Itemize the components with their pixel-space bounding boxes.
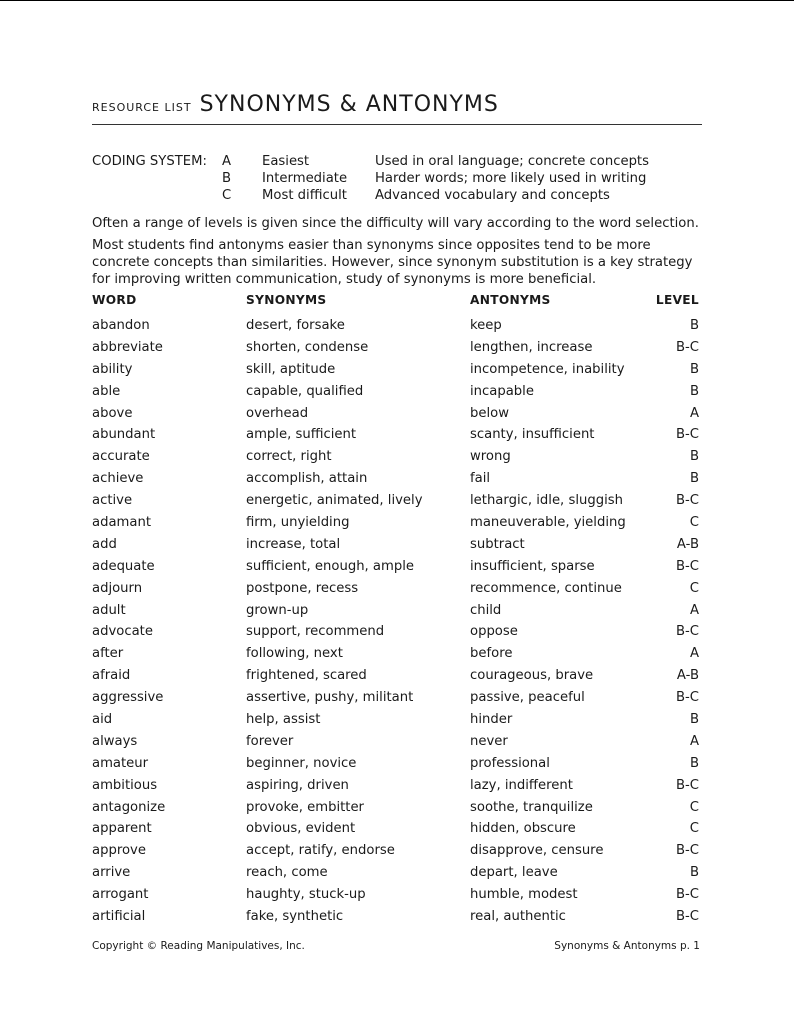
cell-word: arrive bbox=[92, 865, 131, 881]
cell-antonyms: hidden, obscure bbox=[470, 821, 576, 837]
table-row bbox=[92, 602, 702, 624]
cell-word: active bbox=[92, 493, 133, 509]
cell-synonyms: sufficient, enough, ample bbox=[246, 558, 415, 574]
cell-synonyms: frightened, scared bbox=[246, 668, 367, 684]
cell-word: artificial bbox=[92, 909, 146, 925]
cell-antonyms: hinder bbox=[470, 712, 513, 728]
coding-description: Used in oral language; concrete concepts bbox=[375, 154, 649, 169]
cell-synonyms: desert, forsake bbox=[246, 318, 345, 333]
cell-synonyms: increase, total bbox=[246, 536, 341, 552]
cell-antonyms: oppose bbox=[470, 624, 518, 640]
cell-synonyms: capable, qualified bbox=[246, 383, 364, 399]
cell-antonyms: depart, leave bbox=[470, 865, 558, 881]
cell-word: antagonize bbox=[92, 799, 166, 815]
table-row bbox=[92, 383, 702, 405]
cell-synonyms: provoke, embitter bbox=[246, 799, 364, 815]
cell-level: B bbox=[689, 712, 699, 728]
coding-letter: B bbox=[222, 171, 232, 186]
cell-word: adult bbox=[92, 602, 126, 618]
cell-level: B-C bbox=[675, 427, 699, 443]
table-row bbox=[92, 733, 702, 755]
copyright-text: Copyright © Reading Manipulatives, Inc. bbox=[92, 940, 305, 952]
table-row bbox=[92, 361, 702, 383]
cell-antonyms: below bbox=[470, 405, 510, 421]
cell-antonyms: professional bbox=[470, 755, 550, 771]
table-row bbox=[92, 339, 702, 361]
cell-synonyms: correct, right bbox=[246, 449, 332, 465]
cell-antonyms: child bbox=[470, 602, 502, 618]
cell-synonyms: overhead bbox=[246, 405, 309, 421]
table-row bbox=[92, 580, 702, 602]
table-row bbox=[92, 448, 702, 470]
cell-synonyms: accomplish, attain bbox=[246, 471, 368, 487]
cell-word: abbreviate bbox=[92, 339, 163, 355]
cell-synonyms: energetic, animated, lively bbox=[246, 493, 423, 509]
cell-word: able bbox=[92, 383, 121, 399]
cell-word: arrogant bbox=[92, 887, 149, 903]
coding-system bbox=[92, 153, 702, 204]
cell-level: B bbox=[689, 449, 699, 465]
table-row bbox=[92, 842, 702, 864]
cell-synonyms: haughty, stuck-up bbox=[246, 887, 366, 903]
coding-name: Easiest bbox=[262, 154, 310, 169]
cell-level: A-B bbox=[676, 536, 699, 552]
cell-level: B-C bbox=[675, 624, 699, 640]
table-header bbox=[92, 293, 702, 311]
header-level: LEVEL bbox=[655, 293, 699, 307]
cell-level: B-C bbox=[675, 777, 699, 793]
page-title bbox=[92, 92, 702, 125]
cell-antonyms: keep bbox=[470, 318, 502, 333]
cell-level: B bbox=[689, 383, 699, 399]
table-row bbox=[92, 623, 702, 645]
cell-level: C bbox=[689, 799, 699, 815]
cell-level: C bbox=[689, 580, 699, 596]
cell-level: A-B bbox=[676, 668, 699, 684]
cell-antonyms: passive, peaceful bbox=[470, 690, 585, 706]
cell-synonyms: beginner, novice bbox=[246, 755, 357, 771]
table-row bbox=[92, 908, 702, 930]
word-table bbox=[92, 317, 702, 930]
cell-antonyms: wrong bbox=[470, 449, 511, 465]
cell-word: aid bbox=[92, 712, 113, 728]
cell-synonyms: grown-up bbox=[246, 602, 309, 618]
cell-word: adamant bbox=[92, 515, 151, 531]
cell-word: always bbox=[92, 733, 138, 749]
top-border-line bbox=[0, 0, 794, 1]
table-row bbox=[92, 405, 702, 427]
coding-letter: A bbox=[222, 154, 232, 169]
cell-antonyms: soothe, tranquilize bbox=[470, 799, 593, 815]
cell-word: abundant bbox=[92, 427, 156, 443]
cell-antonyms: real, authentic bbox=[470, 909, 566, 925]
cell-antonyms: subtract bbox=[470, 536, 525, 552]
cell-synonyms: skill, aptitude bbox=[246, 361, 336, 377]
coding-name: Intermediate bbox=[262, 171, 348, 186]
cell-synonyms: assertive, pushy, militant bbox=[246, 690, 414, 706]
coding-label: CODING SYSTEM: bbox=[92, 154, 207, 169]
cell-synonyms: aspiring, driven bbox=[246, 777, 349, 793]
table-row bbox=[92, 777, 702, 799]
cell-word: above bbox=[92, 405, 133, 421]
page-footer bbox=[92, 940, 702, 956]
table-row bbox=[92, 820, 702, 842]
cell-level: B-C bbox=[675, 339, 699, 355]
cell-synonyms: obvious, evident bbox=[246, 821, 356, 837]
cell-antonyms: lengthen, increase bbox=[470, 339, 593, 355]
cell-antonyms: maneuverable, yielding bbox=[470, 515, 626, 531]
cell-synonyms: reach, come bbox=[246, 865, 328, 881]
table-row bbox=[92, 864, 702, 886]
cell-synonyms: firm, unyielding bbox=[246, 515, 350, 531]
cell-word: adequate bbox=[92, 558, 155, 574]
table-row bbox=[92, 317, 702, 339]
cell-level: B-C bbox=[675, 887, 699, 903]
table-row bbox=[92, 667, 702, 689]
coding-row bbox=[92, 170, 702, 187]
cell-antonyms: scanty, insufficient bbox=[470, 427, 595, 443]
table-row bbox=[92, 755, 702, 777]
cell-level: B-C bbox=[675, 909, 699, 925]
cell-antonyms: before bbox=[470, 646, 513, 662]
coding-description: Advanced vocabulary and concepts bbox=[375, 188, 610, 203]
cell-word: after bbox=[92, 646, 124, 662]
cell-antonyms: lazy, indifferent bbox=[470, 777, 573, 793]
cell-synonyms: shorten, condense bbox=[246, 339, 369, 355]
header-antonyms: ANTONYMS bbox=[470, 293, 551, 307]
cell-synonyms: help, assist bbox=[246, 712, 321, 728]
cell-word: approve bbox=[92, 843, 146, 859]
header-word: WORD bbox=[92, 293, 137, 307]
cell-word: add bbox=[92, 536, 117, 552]
page-heading: SYNONYMS & ANTONYMS bbox=[199, 92, 499, 117]
table-row bbox=[92, 558, 702, 580]
coding-row bbox=[92, 153, 702, 170]
cell-level: B-C bbox=[675, 558, 699, 574]
table-row bbox=[92, 514, 702, 536]
table-row bbox=[92, 711, 702, 733]
coding-name: Most difficult bbox=[262, 188, 347, 203]
table-row bbox=[92, 645, 702, 667]
cell-synonyms: support, recommend bbox=[246, 624, 385, 640]
cell-level: B bbox=[689, 471, 699, 487]
cell-synonyms: accept, ratify, endorse bbox=[246, 843, 395, 859]
cell-level: A bbox=[689, 602, 699, 618]
table-row bbox=[92, 470, 702, 492]
cell-antonyms: lethargic, idle, sluggish bbox=[470, 493, 623, 509]
cell-antonyms: humble, modest bbox=[470, 887, 578, 903]
cell-level: B-C bbox=[675, 690, 699, 706]
table-row bbox=[92, 799, 702, 821]
cell-synonyms: forever bbox=[246, 733, 294, 749]
cell-level: B-C bbox=[675, 493, 699, 509]
cell-antonyms: disapprove, censure bbox=[470, 843, 604, 859]
cell-word: amateur bbox=[92, 755, 149, 771]
cell-level: C bbox=[689, 821, 699, 837]
cell-word: apparent bbox=[92, 821, 152, 837]
cell-antonyms: insufficient, sparse bbox=[470, 558, 595, 574]
cell-word: advocate bbox=[92, 624, 153, 640]
cell-level: B-C bbox=[675, 843, 699, 859]
cell-word: ambitious bbox=[92, 777, 158, 793]
cell-antonyms: never bbox=[470, 733, 508, 749]
cell-level: A bbox=[689, 405, 699, 421]
cell-level: B bbox=[689, 361, 699, 377]
cell-level: B bbox=[689, 865, 699, 881]
cell-synonyms: following, next bbox=[246, 646, 343, 662]
table-row bbox=[92, 886, 702, 908]
coding-description: Harder words; more likely used in writing bbox=[375, 171, 647, 186]
table-row bbox=[92, 689, 702, 711]
cell-word: accurate bbox=[92, 449, 150, 465]
cell-word: afraid bbox=[92, 668, 131, 684]
cell-word: adjourn bbox=[92, 580, 143, 596]
table-row bbox=[92, 536, 702, 558]
cell-synonyms: ample, sufficient bbox=[246, 427, 356, 443]
cell-word: abandon bbox=[92, 318, 150, 333]
page-number-label: Synonyms & Antonyms p. 1 bbox=[554, 940, 700, 952]
intro-paragraph: Often a range of levels is given since the difficulty will vary according to the word selection. bbox=[92, 216, 699, 231]
table-row bbox=[92, 426, 702, 448]
cell-synonyms: fake, synthetic bbox=[246, 909, 344, 925]
cell-level: A bbox=[689, 646, 699, 662]
resource-list-label: RESOURCE LIST bbox=[92, 101, 192, 114]
explanation-paragraph: Most students find antonyms easier than synonyms since opposites tend to be more concrete concepts than similarities. However, since synonym substitution is a key strategy for improving written communication, study of synonyms is more beneficial. bbox=[92, 238, 693, 287]
cell-antonyms: incapable bbox=[470, 383, 534, 399]
cell-word: achieve bbox=[92, 471, 144, 487]
cell-word: aggressive bbox=[92, 690, 164, 706]
coding-letter: C bbox=[222, 188, 232, 203]
header-synonyms: SYNONYMS bbox=[246, 293, 327, 307]
table-row bbox=[92, 492, 702, 514]
cell-antonyms: incompetence, inability bbox=[470, 361, 625, 377]
cell-antonyms: courageous, brave bbox=[470, 668, 594, 684]
cell-word: ability bbox=[92, 361, 133, 377]
document-page bbox=[92, 92, 702, 930]
cell-level: B bbox=[689, 318, 699, 333]
cell-synonyms: postpone, recess bbox=[246, 580, 359, 596]
cell-level: A bbox=[689, 733, 699, 749]
cell-antonyms: recommence, continue bbox=[470, 580, 622, 596]
coding-row bbox=[92, 187, 702, 204]
cell-level: C bbox=[689, 515, 699, 531]
cell-level: B bbox=[689, 755, 699, 771]
cell-antonyms: fail bbox=[470, 471, 491, 487]
